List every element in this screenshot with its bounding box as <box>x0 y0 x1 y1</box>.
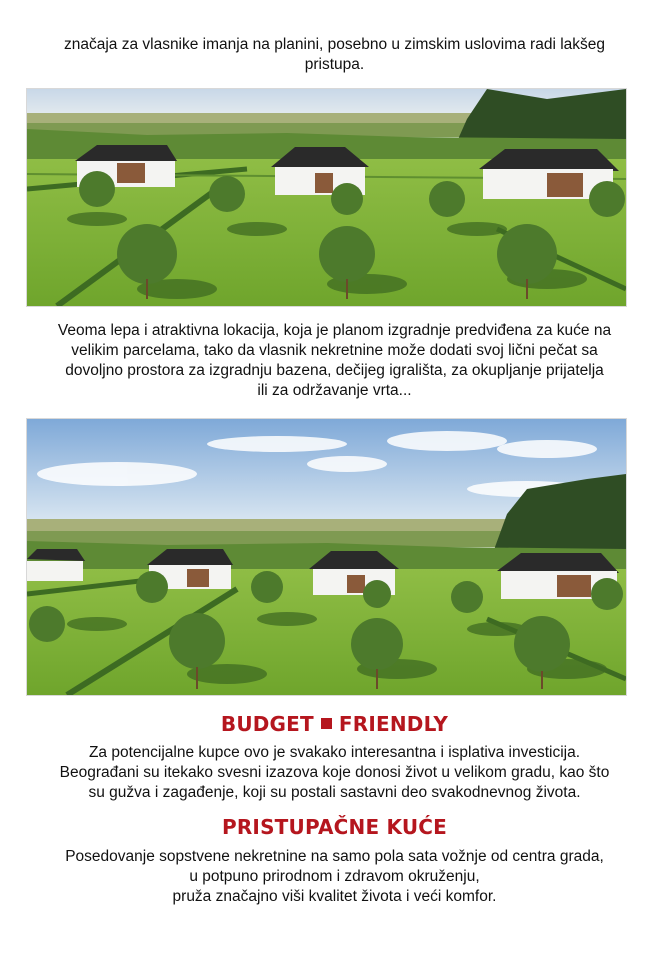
budget-paragraph <box>20 743 649 803</box>
affordable-houses-heading: PRISTUPAČNE KUĆE <box>221 815 448 839</box>
intro-paragraph <box>20 35 649 75</box>
intro-line: značaja za vlasnike imanja na planini, posebno u zimskim uslovima radi lakšeg <box>63 36 606 53</box>
location-line: velikim parcelama, tako da vlasnik nekretnine može dodati svoj lični pečat sa <box>71 342 598 359</box>
affordable-line: u potpuno prirodnom i zdravom okruženju, <box>189 868 480 885</box>
budget-line: Za potencijalne kupce ovo je svakako interesantna i isplativa investicija. <box>88 744 581 761</box>
location-paragraph <box>20 321 649 401</box>
location-line: ili za održavanje vrta... <box>257 382 412 399</box>
location-line: dovoljno prostora za izgradnju bazena, dečijeg igrališta, za okupljanje prijatelja <box>65 362 604 379</box>
location-line: Veoma lepa i atraktivna lokacija, koja je planom izgradnje predviđena za kuće na <box>57 322 612 339</box>
house-graphic <box>27 549 85 581</box>
landscape-render-image <box>27 89 626 306</box>
affordable-line: pruža značajno viši kvalitet života i veći komfor. <box>172 888 497 905</box>
houses-render-bottom <box>26 418 627 696</box>
heading-left: BUDGET <box>220 712 314 736</box>
affordable-paragraph <box>20 847 649 907</box>
square-bullet-icon <box>321 718 332 729</box>
intro-line: pristupa. <box>304 56 365 73</box>
houses-render-top <box>26 88 627 307</box>
heading-right: FRIENDLY <box>338 712 449 736</box>
affordable-line: Posedovanje sopstvene nekretnine na samo pola sata vožnje od centra grada, <box>65 848 604 865</box>
budget-friendly-heading <box>20 712 649 736</box>
budget-line: Beograđani su itekako svesni izazova koje donosi život u velikom gradu, kao što <box>59 764 610 781</box>
landscape-render-image <box>27 419 626 695</box>
budget-line: su gužva i zagađenje, koji su postali sastavni deo svakodnevnog života. <box>88 784 581 801</box>
